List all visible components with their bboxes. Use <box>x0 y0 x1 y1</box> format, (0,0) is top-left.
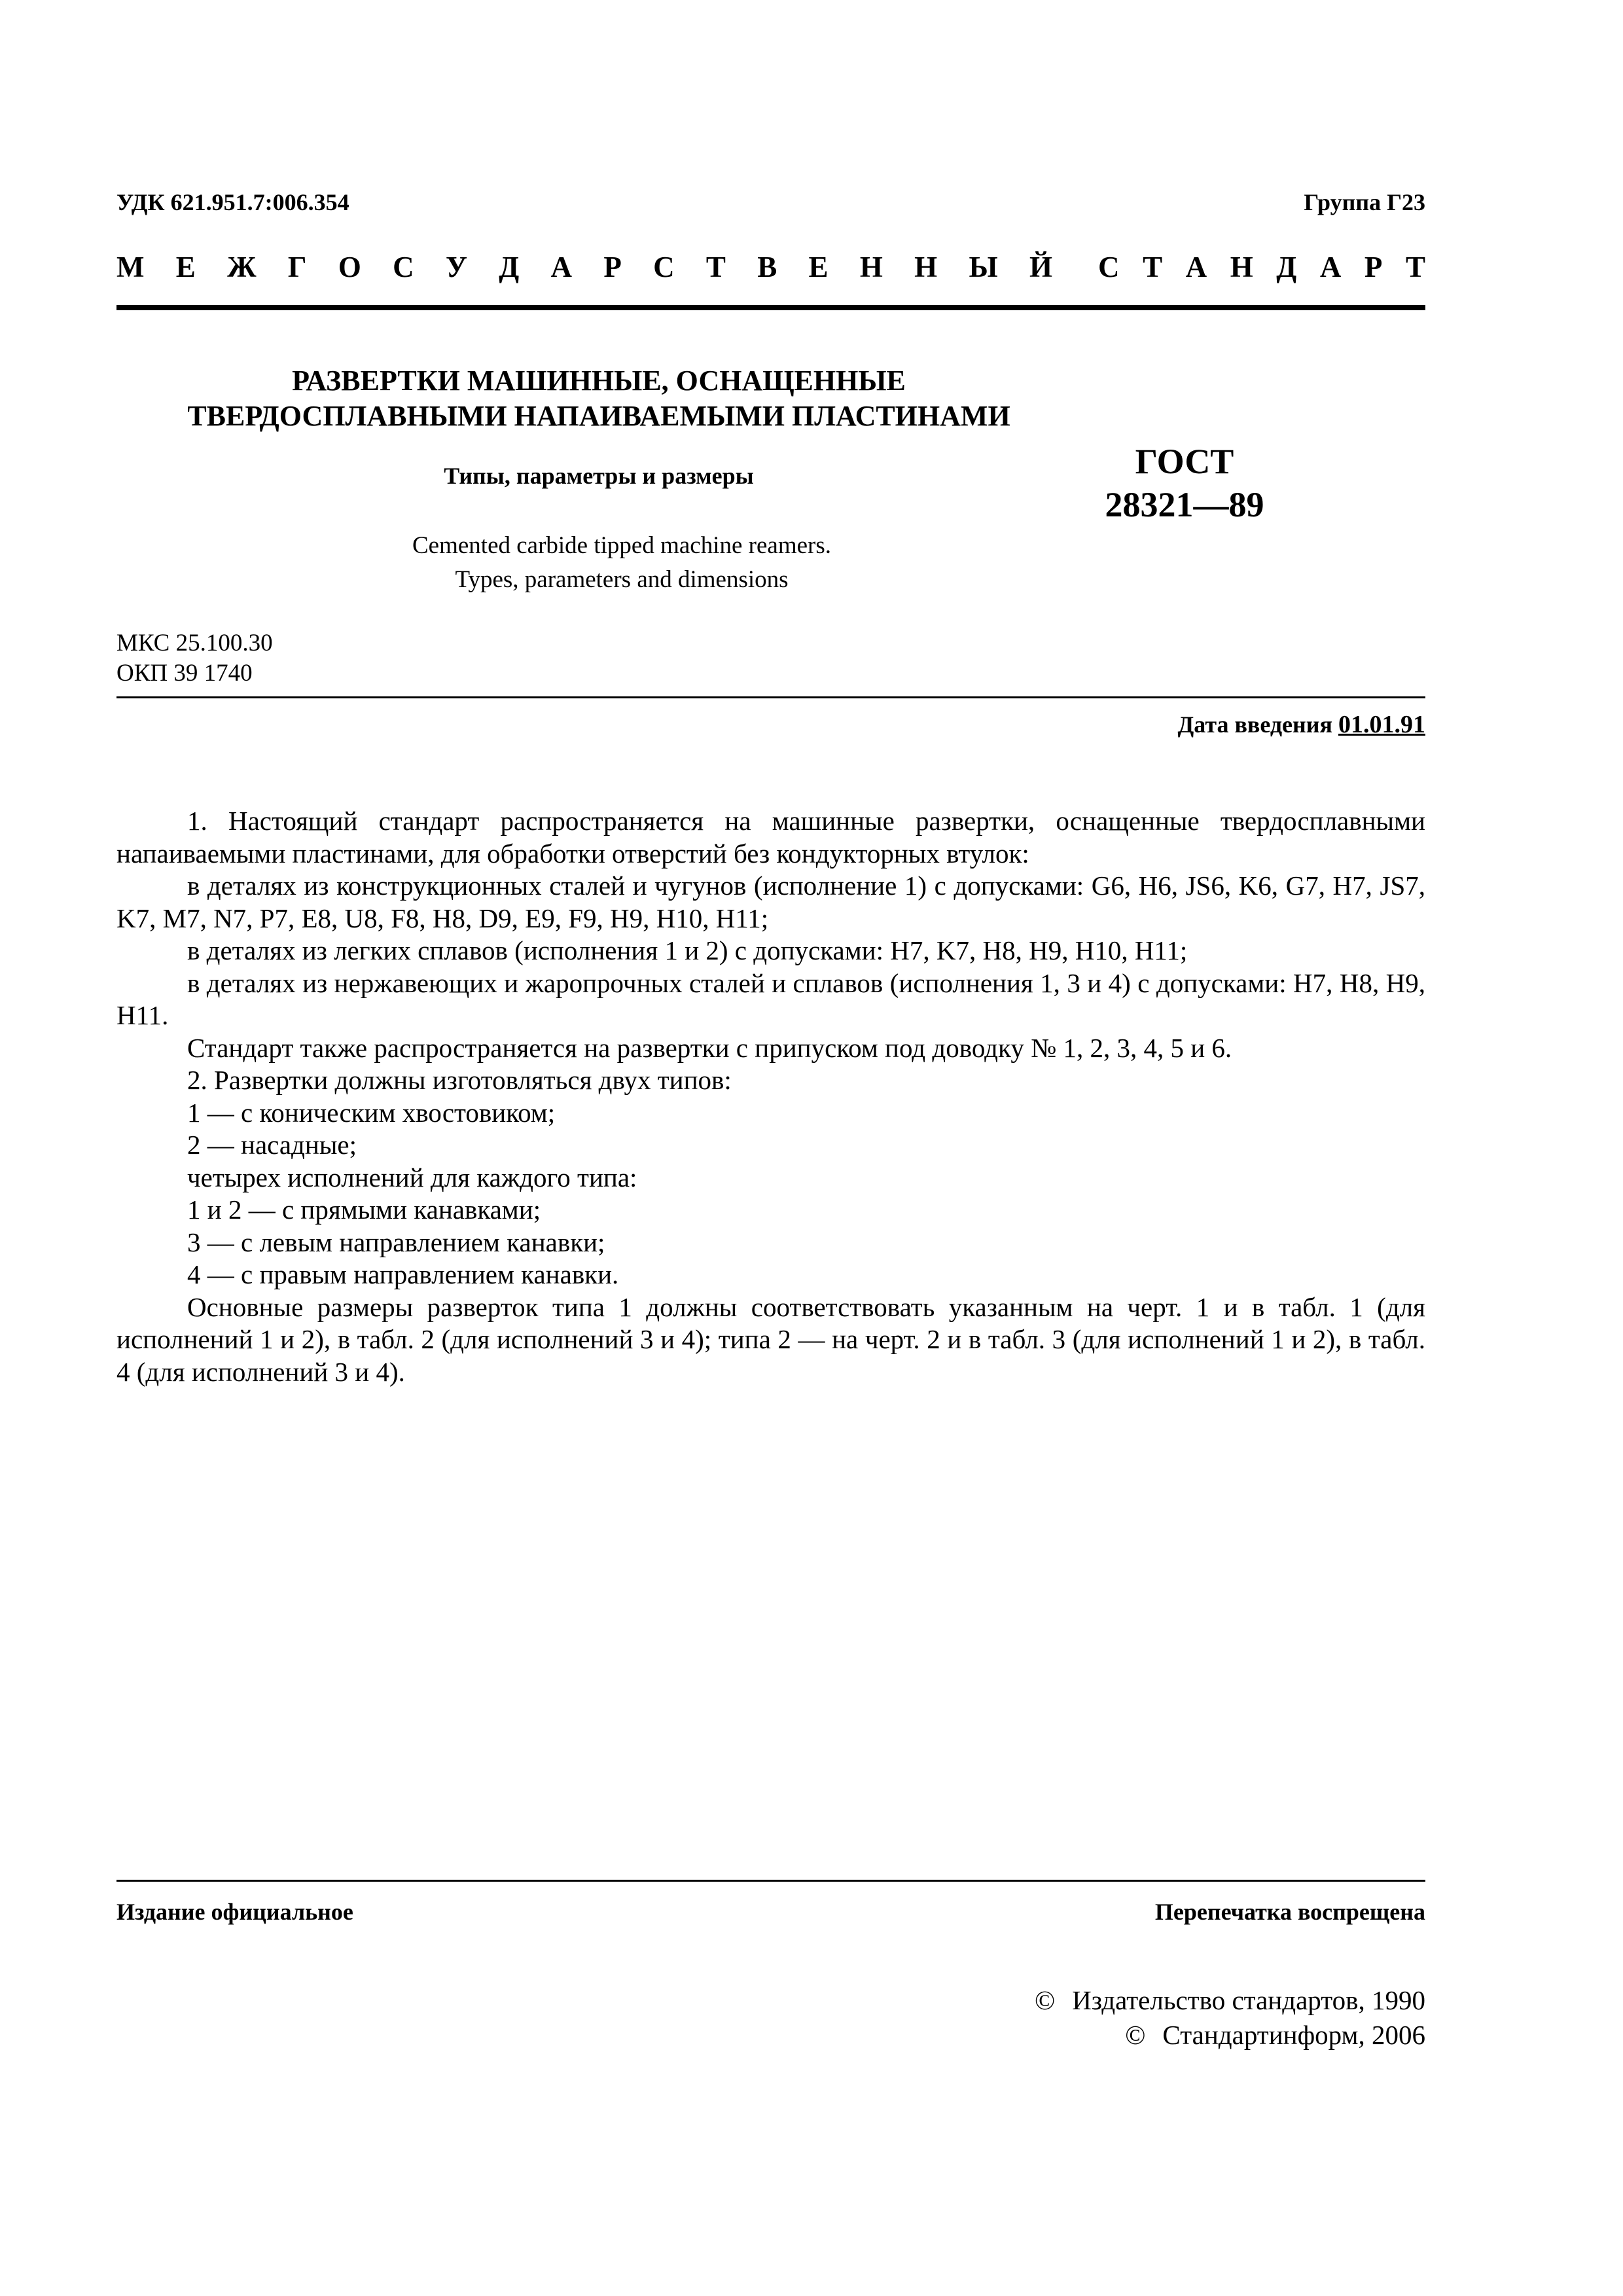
banner-letter: Ж <box>227 251 257 283</box>
banner-word-standard <box>1098 250 1425 284</box>
body-paragraph: 1 и 2 — с прямыми канавками; <box>187 1194 541 1225</box>
banner-letter: Н <box>859 251 883 283</box>
banner-letter: Р <box>603 251 622 283</box>
banner-letter: О <box>338 251 361 283</box>
copyright-text-2: Стандартинформ, 2006 <box>1162 2020 1425 2050</box>
standard-banner <box>116 250 1425 284</box>
banner-letter: Т <box>1405 251 1425 283</box>
gost-label: ГОСТ <box>1135 442 1234 481</box>
banner-letter: Н <box>1230 251 1253 283</box>
body-paragraph: 2. Развертки должны изготовляться двух типов: <box>187 1065 732 1095</box>
banner-letter: Д <box>1276 251 1297 283</box>
banner-letter: А <box>1319 251 1342 283</box>
banner-letter: С <box>1098 251 1120 283</box>
banner-letter: М <box>116 251 145 283</box>
okp-code: ОКП 39 1740 <box>116 660 253 687</box>
introduction-date <box>1178 710 1426 739</box>
document-body <box>116 805 1425 1388</box>
official-edition-label: Издание официальное <box>116 1899 353 1925</box>
body-paragraph: Основные размеры разверток типа 1 должны соответствовать указанным на черт. 1 и в табл. 1 (для исполнений 1 и 2), в табл. 2 (для исполнений 3 и 4); типа 2 — на черт. 2 и в табл. 3 (для исполнений 1 и 2), в табл. 4 (для исполнений 3 и 4). <box>116 1291 1425 1387</box>
udk-code: УДК 621.951.7:006.354 <box>116 189 349 215</box>
body-paragraph: в деталях из нержавеющих и жаропрочных сталей и сплавов (исполнения 1, 3 и 4) с допусками: H7, H8, H9, H11. <box>116 967 1425 1030</box>
banner-letter: Д <box>499 251 520 283</box>
document-title <box>118 363 1080 434</box>
body-paragraph: 2 — насадные; <box>187 1130 357 1160</box>
copyright-line-1 <box>1035 1983 1425 2018</box>
copyright-line-2 <box>1035 2018 1425 2053</box>
body-paragraph: 1. Настоящий стандарт распространяется на машинные развертки, оснащенные твердосплавными напаиваемыми пластинами, для обработки отверстий без кондукторных втулок: <box>116 806 1425 869</box>
footer-rule <box>116 1880 1425 1882</box>
banner-letter: Т <box>1143 251 1163 283</box>
group-code: Группа Г23 <box>1304 189 1425 215</box>
banner-letter: А <box>1185 251 1207 283</box>
english-title <box>249 529 995 597</box>
banner-letter: Е <box>808 251 829 283</box>
banner-letter: Р <box>1364 251 1383 283</box>
body-paragraph: 1 — с коническим хвостовиком; <box>187 1097 556 1128</box>
copyright-text-1: Издательство стандартов, 1990 <box>1072 1985 1425 2015</box>
banner-letter: Е <box>175 251 196 283</box>
banner-letter: У <box>445 251 467 283</box>
copyright-block <box>1035 1983 1425 2053</box>
banner-letter: С <box>653 251 675 283</box>
banner-letter: Н <box>914 251 938 283</box>
body-paragraph: в деталях из легких сплавов (исполнения 1 и 2) с допусками: H7, K7, H8, H9, H10, H11; <box>187 935 1188 965</box>
body-paragraph: четырех исполнений для каждого типа: <box>187 1162 637 1193</box>
copyright-icon: © <box>1035 1985 1056 2015</box>
date-value: 01.01.91 <box>1338 711 1425 738</box>
english-title-line-1: Cemented carbide tipped machine reamers. <box>412 532 832 559</box>
classification-rule <box>116 696 1425 698</box>
body-paragraph: в деталях из конструкционных сталей и чугунов (исполнение 1) с допусками: G6, H6, JS6, K6, G7, H7, JS7, K7, M7, N7, P7, E8, U8, F8, H8, D9, E9, F9, H9, H10, H11; <box>116 870 1425 933</box>
title-line-2: ТВЕРДОСПЛАВНЫМИ НАПАИВАЕМЫМИ ПЛАСТИНАМИ <box>187 400 1010 432</box>
banner-letter: Т <box>705 251 726 283</box>
banner-letter: Й <box>1029 251 1052 283</box>
date-label: Дата введения <box>1177 711 1332 738</box>
banner-letter: Ы <box>969 251 998 283</box>
copyright-icon: © <box>1125 2020 1146 2050</box>
body-paragraph: 3 — с левым направлением канавки; <box>187 1227 605 1257</box>
body-paragraph: 4 — с правым направлением канавки. <box>187 1259 619 1289</box>
mks-code: МКС 25.100.30 <box>116 630 273 656</box>
document-subtitle: Типы, параметры и размеры <box>444 463 754 489</box>
banner-word-interstate <box>116 250 1052 284</box>
body-paragraph: Стандарт также распространяется на развертки с припуском под доводку № 1, 2, 3, 4, 5 и 6. <box>187 1032 1232 1063</box>
title-line-1: РАЗВЕРТКИ МАШИННЫЕ, ОСНАЩЕННЫЕ <box>292 365 906 397</box>
classification-codes <box>116 628 273 689</box>
gost-number: 28321—89 <box>1105 485 1264 524</box>
banner-letter: С <box>393 251 414 283</box>
english-title-line-2: Types, parameters and dimensions <box>455 566 789 593</box>
banner-letter: Г <box>287 251 307 283</box>
gost-designation <box>1060 440 1309 526</box>
header-rule <box>116 305 1425 310</box>
banner-letter: А <box>550 251 573 283</box>
reprint-prohibited-label: Перепечатка воспрещена <box>1154 1899 1425 1925</box>
banner-letter: В <box>757 251 777 283</box>
